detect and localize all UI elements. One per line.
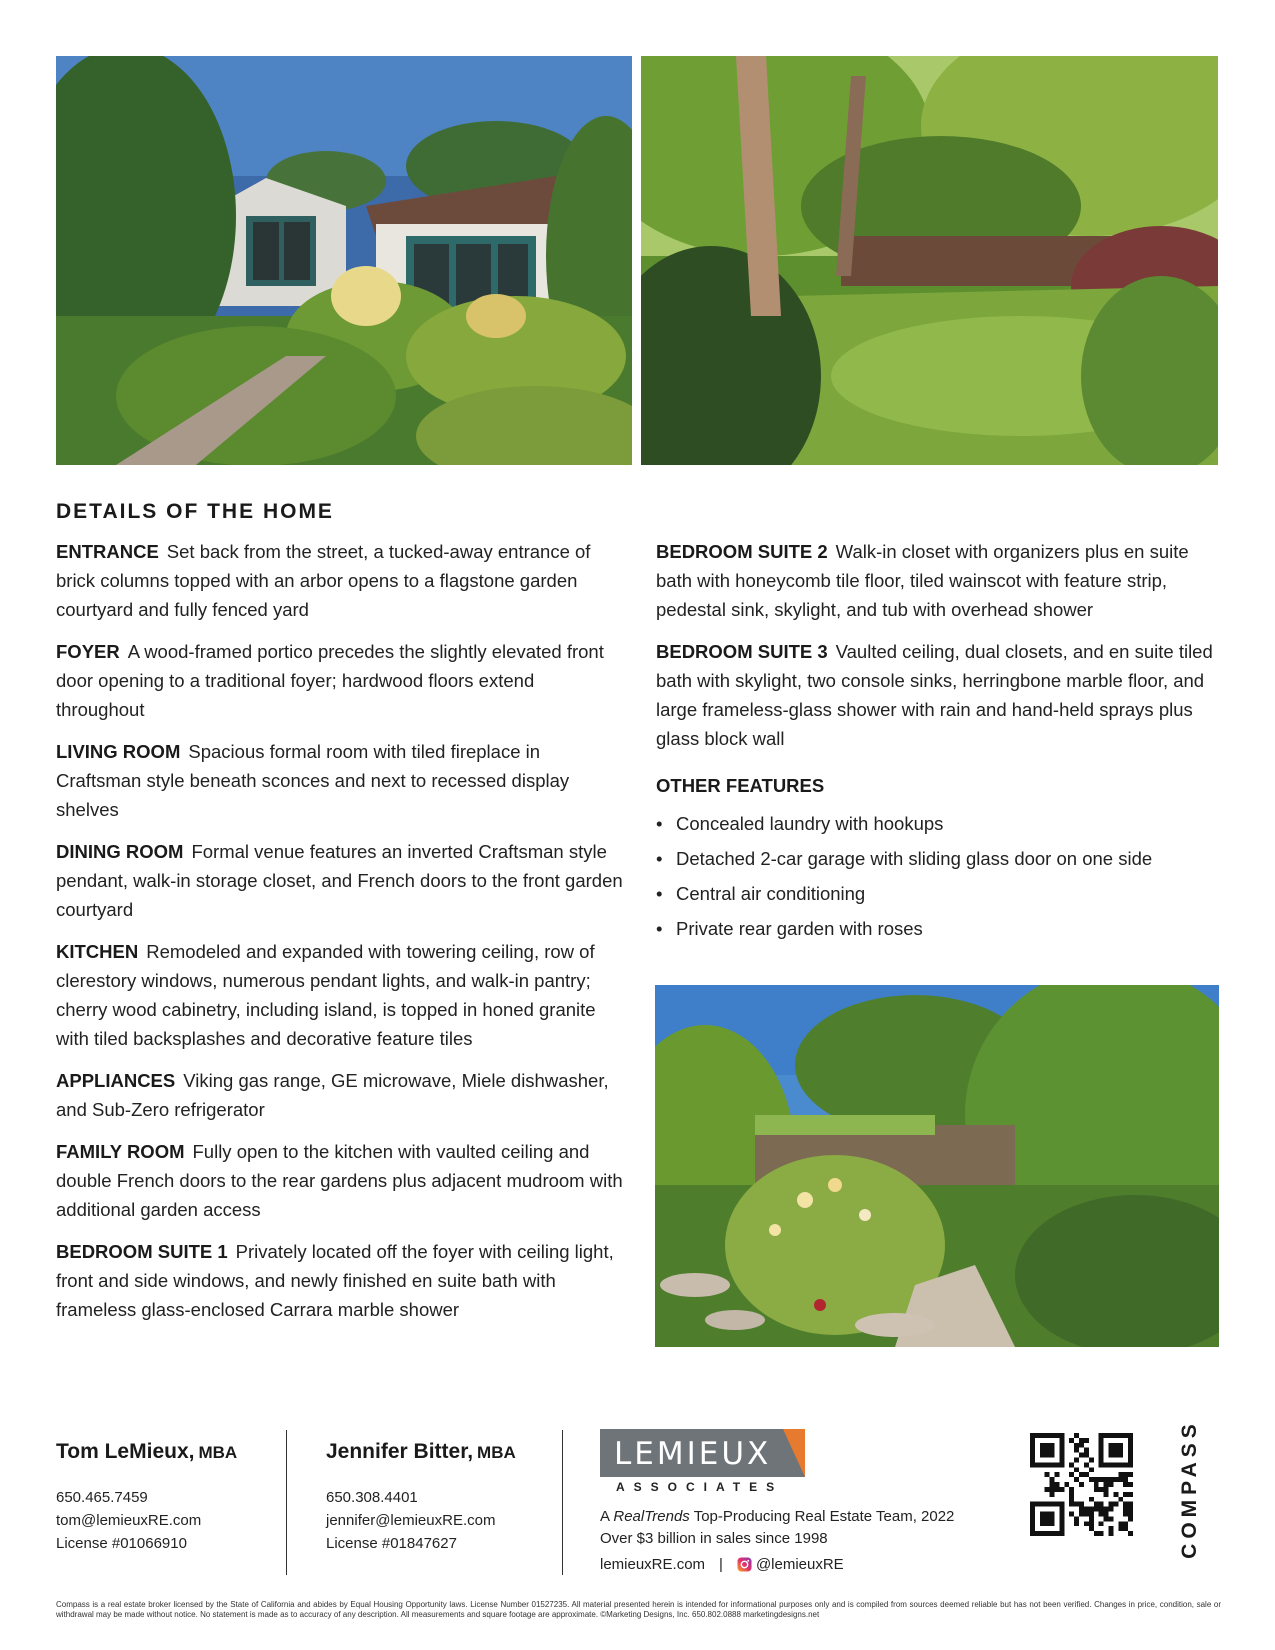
agent-card (326, 1440, 566, 1555)
tagline (600, 1506, 954, 1550)
compass-brand: COMPASS (1178, 1419, 1201, 1559)
divider (562, 1430, 563, 1575)
detail-bedroom-suite-3: BEDROOM SUITE 3 Vaulted ceiling, dual closets, and en suite tiled bath with skylight, two console sinks, herringbone marble floor, and large frameless-glass shower with rain and hand-held sprays plus glass block wall (656, 641, 1213, 749)
detail-dining-room: DINING ROOM Formal venue features an inverted Craftsman style pendant, walk-in storage closet, and French doors to the front garden courtyard (56, 841, 623, 920)
detail-appliances: APPLIANCES Viking gas range, GE microwave, Miele dishwasher, and Sub-Zero refrigerator (56, 1070, 609, 1120)
detail-bedroom-suite-1: BEDROOM SUITE 1 Privately located off the foyer with ceiling light, front and side windows, and newly finished en suite bath with frameless glass-enclosed Carrara marble shower (56, 1241, 614, 1320)
logo-accent (783, 1429, 805, 1477)
disclaimer: Compass is a real estate broker licensed by the State of California and abides by Equal Housing Opportunity laws. License Number 01527235. All material presented herein is intended for informational purposes only and is compiled from sources deemed reliable but has not been verified. Changes in price, condition, sale or withdrawal may be made without notice. No statement is made as to accuracy of any description. All measurements and square footage are approximate. ©Marketing Designs, Inc. 650.802.0888 marketingdesigns.net (56, 1600, 1221, 1619)
tagline-line-1: A RealTrends Top-Producing Real Estate Team, 2022 (600, 1508, 955, 1525)
detail-living-room: LIVING ROOM Spacious formal room with tiled fireplace in Craftsman style beneath sconces and next to recessed display shelves (56, 741, 570, 820)
divider (286, 1430, 287, 1575)
photo-rear-lawn (641, 56, 1218, 465)
agent-email[interactable]: jennifer@lemieuxRE.com (326, 1512, 496, 1529)
photo-rose-garden (655, 985, 1219, 1347)
detail-foyer: FOYER A wood-framed portico precedes the slightly elevated front door opening to a traditional foyer; hardwood floors extend throughout (56, 641, 604, 720)
agent-card (56, 1440, 296, 1555)
instagram-icon (737, 1557, 752, 1572)
details-heading: DETAILS OF THE HOME (56, 500, 334, 523)
lemieux-logo (600, 1429, 805, 1477)
agent-license: License #01066910 (56, 1535, 187, 1552)
qr-code[interactable] (1030, 1433, 1133, 1536)
agent-email[interactable]: tom@lemieuxRE.com (56, 1512, 202, 1529)
agent-phone[interactable]: 650.465.7459 (56, 1489, 148, 1506)
feature-item: • Central air conditioning (656, 876, 1221, 911)
details-right-column (656, 537, 1221, 946)
detail-bedroom-suite-2: BEDROOM SUITE 2 Walk-in closet with organizers plus en suite bath with honeycomb tile floor, tiled wainscot with feature strip, pedestal sink, skylight, and tub with overhead shower (656, 541, 1189, 620)
agent-phone[interactable]: 650.308.4401 (326, 1489, 418, 1506)
agent-name: Tom LeMieux, MBA (56, 1440, 238, 1463)
photo-front-garden (56, 56, 632, 465)
agent-name: Jennifer Bitter, MBA (326, 1440, 516, 1463)
detail-kitchen: KITCHEN Remodeled and expanded with towering ceiling, row of clerestory windows, numerous pendant lights, and walk-in pantry; cherry wood cabinetry, including island, is topped in honed granite with tiled backsplashes and decorative feature tiles (56, 941, 596, 1049)
feature-item: • Private rear garden with roses (656, 911, 1221, 946)
details-left-column (56, 537, 626, 1337)
agent-license: License #01847627 (326, 1535, 457, 1552)
other-features-heading: OTHER FEATURES (656, 775, 825, 796)
detail-entrance: ENTRANCE Set back from the street, a tucked-away entrance of brick columns topped with an arbor opens to a flagstone garden courtyard and fully fenced yard (56, 541, 591, 620)
contact-links (600, 1556, 844, 1573)
feature-item: • Detached 2-car garage with sliding glass door on one side (656, 841, 1221, 876)
instagram-handle[interactable]: @lemieuxRE (755, 1556, 844, 1573)
other-features-list (656, 806, 1221, 946)
website-link[interactable]: lemieuxRE.com (600, 1556, 706, 1573)
tagline-line-2: Over $3 billion in sales since 1998 (600, 1530, 828, 1547)
separator: | (719, 1556, 723, 1573)
logo-subtitle: ASSOCIATES (616, 1480, 784, 1494)
logo-text: LEMIEUX (614, 1436, 772, 1472)
feature-item: • Concealed laundry with hookups (656, 806, 1221, 841)
detail-family-room: FAMILY ROOM Fully open to the kitchen with vaulted ceiling and double French doors to the rear gardens plus adjacent mudroom with additional garden access (56, 1141, 623, 1220)
